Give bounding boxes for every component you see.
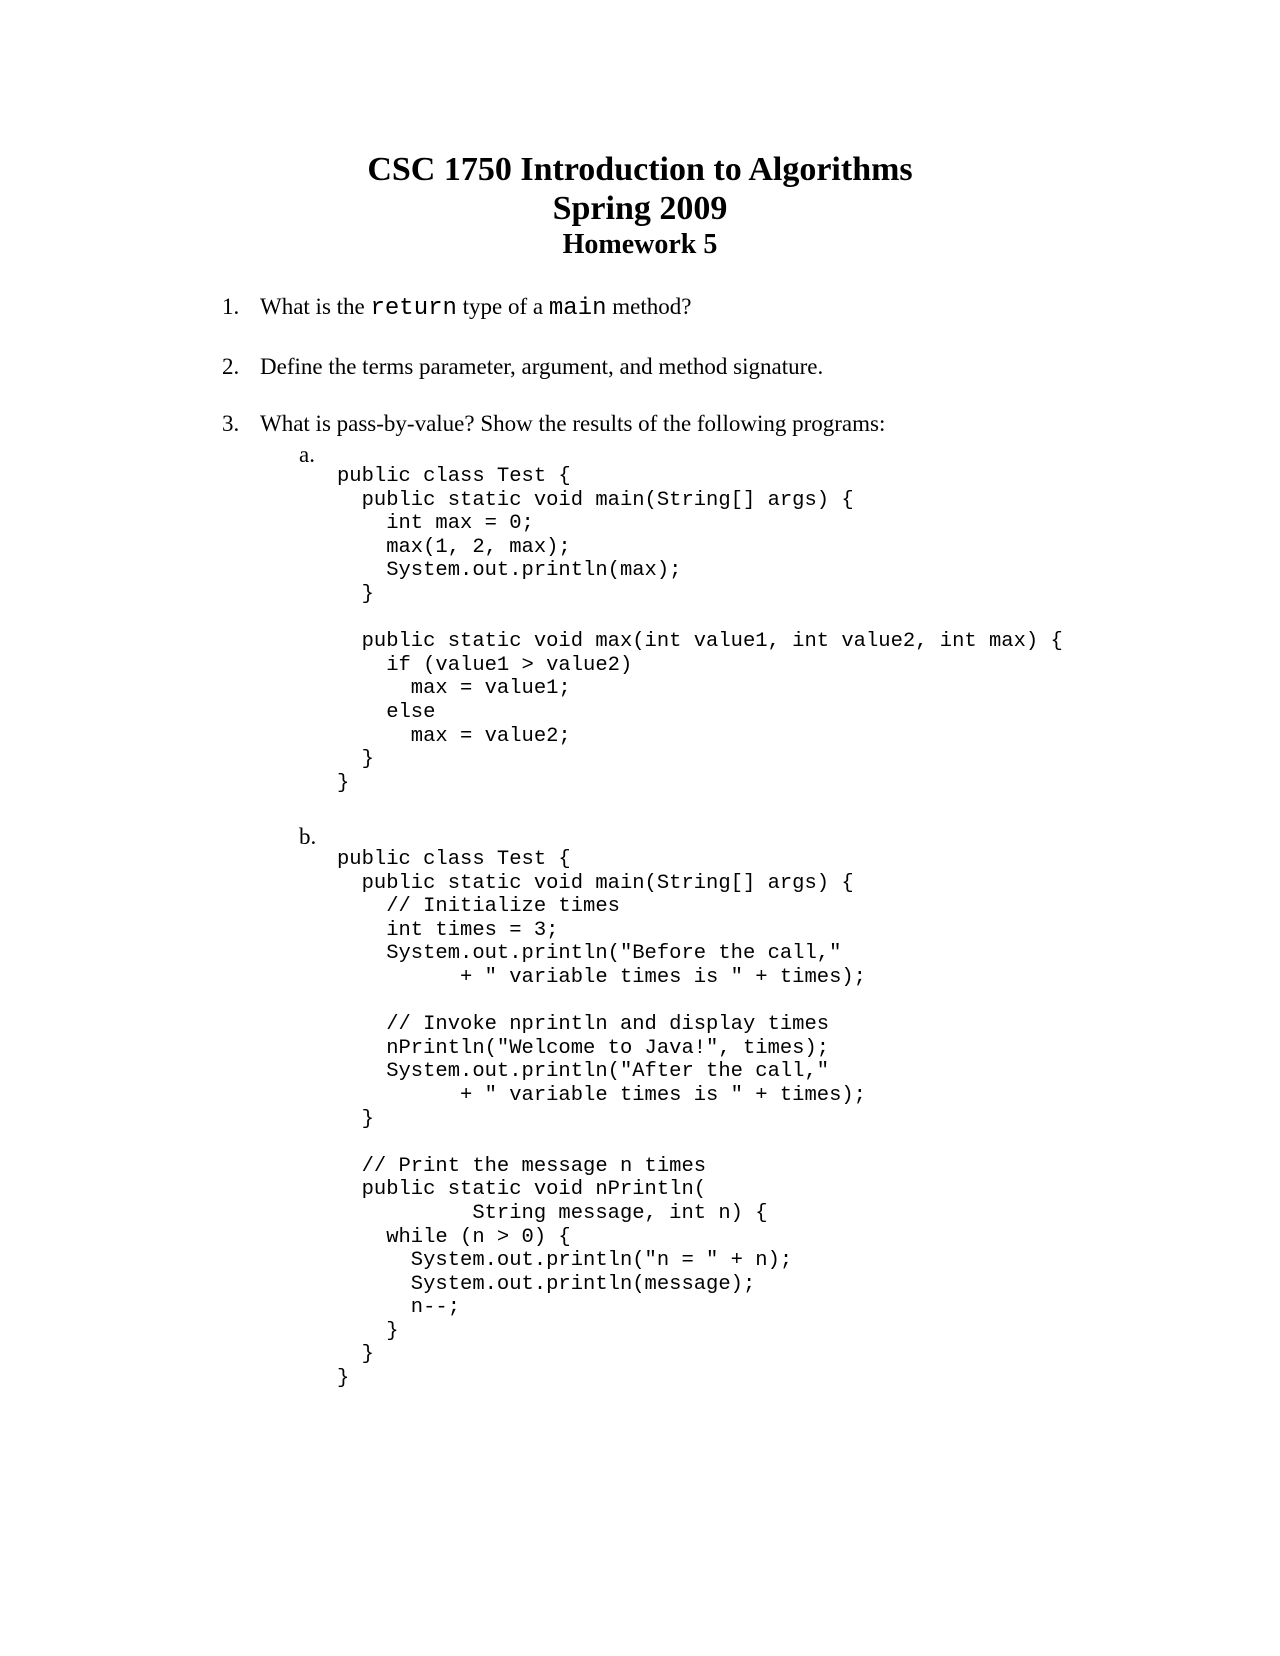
code-line: int times = 3; (337, 918, 559, 942)
term-title: Spring 2009 (552, 190, 728, 227)
code-line: } (337, 748, 374, 772)
assignment-title: Homework 5 (562, 229, 718, 260)
code-line: while (n > 0) { (337, 1225, 571, 1249)
code-block-a (337, 465, 1063, 795)
code-line: } (337, 1367, 350, 1391)
code-line (337, 607, 1063, 631)
code-line: max = value2; (337, 724, 571, 748)
code-line: public static void max(int value1, int value2, int max) { (337, 630, 1063, 654)
code-line: public class Test { (337, 848, 571, 871)
question-number: 1. (222, 294, 240, 319)
code-line: String message, int n) { (337, 1201, 768, 1225)
code-line: // Initialize times (337, 895, 620, 919)
code-line: if (value1 > value2) (337, 653, 633, 677)
code-line: System.out.println(max); (337, 559, 682, 583)
code-line: System.out.println("After the call," (337, 1060, 830, 1084)
question-number: 2. (222, 354, 240, 379)
code-line: nPrintln("Welcome to Java!", times); (337, 1036, 830, 1060)
code-line: + " variable times is " + times); (337, 965, 866, 989)
code-line: int max = 0; (337, 512, 534, 536)
code-line: } (337, 582, 374, 606)
code-line: // Invoke nprintln and display times (337, 1013, 830, 1037)
code-line: } (337, 1107, 374, 1131)
code-line: max = value1; (337, 677, 571, 701)
part-a-label: a. (299, 442, 315, 467)
code-line: // Print the message n times (337, 1154, 707, 1178)
inline-code-return: return (370, 295, 457, 322)
code-line: + " variable times is " + times); (337, 1083, 866, 1107)
code-line (337, 1131, 866, 1155)
code-line: else (337, 700, 436, 724)
code-line: public static void main(String[] args) { (337, 488, 854, 512)
question-text: method? (606, 294, 692, 319)
question-text: type of a (456, 294, 549, 319)
code-line: } (337, 771, 350, 795)
question-3 (222, 409, 885, 439)
code-line: System.out.println("Before the call," (337, 942, 842, 966)
question-number: 3. (222, 411, 240, 436)
question-text: What is pass-by-value? Show the results of the following programs: (260, 411, 886, 436)
inline-code-main: main (548, 295, 607, 322)
code-line: System.out.println("n = " + n); (337, 1249, 793, 1273)
course-title: CSC 1750 Introduction to Algorithms (367, 151, 913, 188)
code-line: } (337, 1319, 399, 1343)
code-line: public static void main(String[] args) { (337, 871, 854, 895)
question-1 (222, 292, 691, 324)
question-text: What is the (260, 294, 371, 319)
code-block-b (337, 848, 866, 1391)
question-text: Define the terms parameter, argument, and method signature. (260, 354, 824, 379)
part-b-label: b. (299, 824, 317, 849)
code-line: max(1, 2, max); (337, 535, 571, 559)
code-line: } (337, 1343, 374, 1367)
code-line: public class Test { (337, 465, 571, 488)
question-2 (222, 352, 823, 382)
code-line: n--; (337, 1296, 461, 1320)
code-line (337, 990, 866, 1014)
code-line: public static void nPrintln( (337, 1178, 707, 1202)
code-line: System.out.println(message); (337, 1272, 756, 1296)
